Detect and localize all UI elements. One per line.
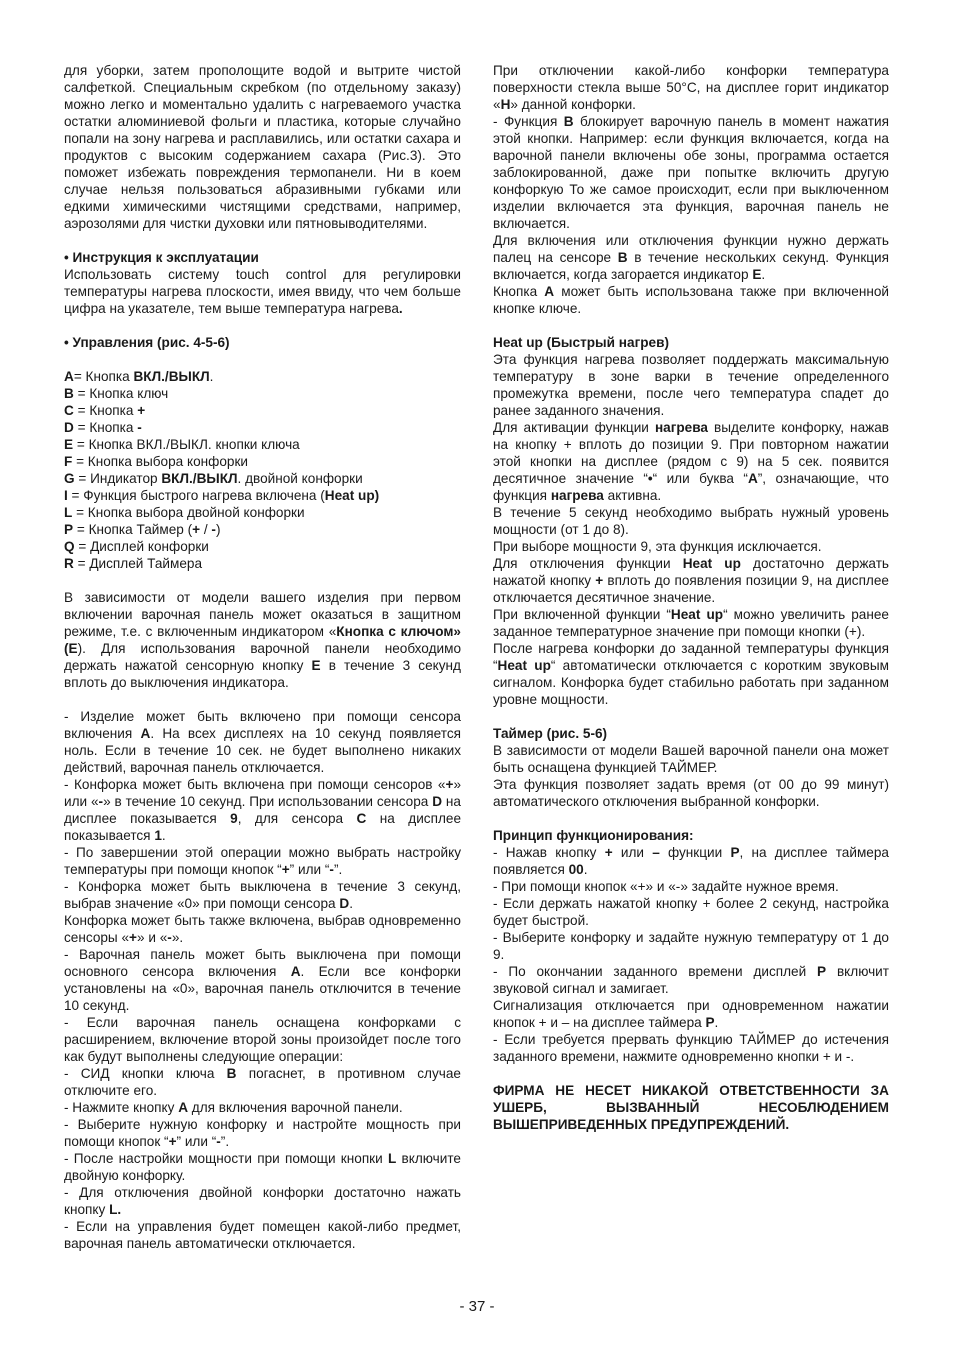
paragraph: D = Кнопка - [64, 420, 142, 435]
paragraph: C = Кнопка + [64, 403, 146, 418]
paragraph: - Если варочная панель оснащена конфорками с расширением, включение второй зоны произойдет после того как будут выполнены следующие операции: [64, 1015, 461, 1064]
paragraph: Использовать систему touch control для регулировки температуры нагрева плоскости, имея ввиду, что чем больше цифра на указателе, тем выше температура нагрева. [64, 267, 461, 316]
paragraph [493, 708, 889, 725]
paragraph [493, 1065, 889, 1082]
paragraph: Для активации функции нагрева выделите конфорку, нажав на кнопку + вплоть до позиции 9. При повторном нажатии этой кнопки на дисплее (рядом с 9) на 5 сек. появится десятичное значение “•“ или буква “A”, означающие, что функция нагрева активна. [493, 420, 889, 503]
paragraph: E = Кнопка ВКЛ./ВЫКЛ. кнопки ключа [64, 437, 300, 452]
paragraph: Таймер (рис. 5-6) [493, 726, 608, 741]
paragraph: - Если требуется прервать функцию ТАЙМЕР до истечения заданного времени, нажмите одновременно кнопки + и -. [493, 1032, 889, 1064]
paragraph: - Для отключения двойной конфорки достаточно нажать кнопку L. [64, 1185, 461, 1217]
paragraph: - После настройки мощности при помощи кнопки L включите двойную конфорку. [64, 1151, 461, 1183]
paragraph: - По завершении этой операции можно выбрать настройку температуры при помощи кнопок “+” или “-”. [64, 845, 461, 877]
paragraph: A= Кнопка ВКЛ./ВЫКЛ. [64, 369, 214, 384]
paragraph: - Функция B блокирует варочную панель в момент нажатия этой кнопки. Например: если функция включается, когда на варочной панели включены обе зоны, программа остается заблокированной, даже при попытке включить другую конфоркую То же самое происходит, если при выключенном изделии включается эта функция, варочная панель не включается. [493, 114, 889, 231]
paragraph [64, 691, 461, 708]
paragraph [64, 232, 461, 249]
paragraph: В зависимости от модели вашего изделия при первом включении варочная панель может оказаться в защитном режиме, т.е. с включенным индикатором «Кнопка с ключом» (E). Для использования варочной панели необходимо держать нажатой сенсорную кнопку E в течение 3 секунд вплоть до выключения индикатора. [64, 590, 461, 690]
paragraph: Эта функция позволяет задать время (от 00 до 99 минут) автоматического отключения выбранной конфорки. [493, 777, 889, 809]
paragraph: При выборе мощности 9, эта функция исключается. [493, 539, 822, 554]
paragraph [493, 810, 889, 827]
paragraph: R = Дисплей Таймера [64, 556, 203, 571]
paragraph: • Инструкция к эксплуатации [64, 250, 259, 265]
paragraph [493, 317, 889, 334]
paragraph: для уборки, затем прополощите водой и вытрите чистой салфеткой. Специальным скребком (по отдельному заказу) можно легко и моментально удалить с нагреваемого участка остатки алюминиевой фольги и пластика, которые случайно попали на зону нагрева и расплавились, или остатки сахара и продуктов с высоким содержанием сахара (Рис.3). Это поможет избежать повреждения термопанели. Ни в коем случае нельзя пользоваться абразивными губками или едкими химическими чистящими средствами, например, аэрозолями для чистки духовки или пятновыводителями. [64, 63, 461, 231]
paragraph: При включенной функции “Heat up“ можно увеличить ранее заданное температурное значение при помощи кнопки (+). [493, 607, 889, 639]
paragraph: • Управления (рис. 4-5-6) [64, 335, 230, 350]
paragraph: I = Функция быстрого нагрева включена (Heat up) [64, 488, 380, 503]
paragraph: - При помощи кнопок «+» и «-» задайте нужное время. [493, 879, 839, 894]
paragraph: P = Кнопка Таймер (+ / -) [64, 522, 221, 537]
paragraph: - Варочная панель может быть выключена при помощи основного сенсора включения A. Если все конфорки установлены на «0», варочная панель отключится в течение 10 секунд. [64, 947, 461, 1013]
paragraph: ФИРМА НЕ НЕСЕТ НИКАКОЙ ОТВЕТСТВЕННОСТИ ЗА УШЕРБ, ВЫЗВАННЫЙ НЕСОБЛЮДЕНИЕМ ВЫШЕПРИВЕДЕННЫХ ПРЕДУПРЕЖДЕНИЙ. [493, 1083, 889, 1132]
paragraph: - Если на управления будет помещен какой-либо предмет, варочная панель автоматически отключается. [64, 1219, 461, 1251]
paragraph: L = Кнопка выбора двойной конфорки [64, 505, 305, 520]
left-column [64, 62, 461, 1252]
paragraph: При отключении какой-либо конфорки температура поверхности стекла выше 50°C, на дисплее горит индикатор «H» данной конфорки. [493, 63, 889, 112]
right-column [493, 62, 889, 1133]
paragraph: Принцип функционирования: [493, 828, 694, 843]
paragraph: - Изделие может быть включено при помощи сенсора включения A. На всех дисплеях на 10 секунд появляется ноль. Если в течение 10 сек. не будет выполнено никаких действий, варочная панель отключается. [64, 709, 461, 775]
paragraph: Для отключения функции Heat up достаточно держать нажатой кнопку + вплоть до появления позиции 9, на дисплее отключается десятичное значение. [493, 556, 889, 605]
paragraph: G = Индикатор ВКЛ./ВЫКЛ. двойной конфорки [64, 471, 363, 486]
paragraph: После нагрева конфорки до заданной температуры функция “Heat up“ автоматически отключается с коротким звуковым сигналом. Конфорка будет стабильно работать при заданном уровне мощности. [493, 641, 889, 707]
paragraph: Q = Дисплей конфорки [64, 539, 209, 554]
paragraph: - Выберите нужную конфорку и настройте мощность при помощи кнопок “+” или “-”. [64, 1117, 461, 1149]
paragraph [64, 351, 461, 368]
paragraph: Кнопка A может быть использована также при включенной кнопке ключе. [493, 284, 889, 316]
paragraph: - Выберите конфорку и задайте нужную температуру от 1 до 9. [493, 930, 889, 962]
paragraph: - По окончании заданного времени дисплей P включит звуковой сигнал и замигает. [493, 964, 889, 996]
paragraph: - СИД кнопки ключа B погаснет, в противном случае отключите его. [64, 1066, 461, 1098]
paragraph: - Если держать нажатой кнопку + более 2 секунд, настройка будет быстрой. [493, 896, 889, 928]
paragraph: - Нажмите кнопку A для включения варочной панели. [64, 1100, 403, 1115]
paragraph [64, 572, 461, 589]
paragraph: Сигнализация отключается при одновременном нажатии кнопок + и – на дисплее таймера P. [493, 998, 889, 1030]
paragraph: - Конфорка может быть выключена в течение 3 секунд, выбрав значение «0» при помощи сенсора D. [64, 879, 461, 911]
paragraph: В зависимости от модели Вашей варочной панели она может быть оснащена функцией ТАЙМЕР. [493, 743, 889, 775]
paragraph: В течение 5 секунд необходимо выбрать нужный уровень мощности (от 1 до 8). [493, 505, 889, 537]
page-number: - 37 - [459, 1298, 495, 1315]
paragraph: Heat up (Быстрый нагрев) [493, 335, 669, 350]
paragraph: - Нажав кнопку + или – функции P, на дисплее таймера появляется 00. [493, 845, 889, 877]
paragraph: Конфорка может быть также включена, выбрав одновременно сенсоры «+» и «-». [64, 913, 461, 945]
paragraph: B = Кнопка ключ [64, 386, 169, 401]
paragraph [64, 317, 461, 334]
paragraph: Эта функция нагрева позволяет поддержать максимальную температуру в зоне варки в течение определенного промежутка времени, после чего температура спадет до ранее заданного значения. [493, 352, 889, 418]
paragraph: - Конфорка может быть включена при помощи сенсоров «+» или «-» в течение 10 секунд. При использовании сенсора D на дисплее показывается 9, для сенсора C на дисплее показывается 1. [64, 777, 462, 843]
paragraph: F = Кнопка выбора конфорки [64, 454, 248, 469]
paragraph: Для включения или отключения функции нужно держать палец на сенсоре B в течение нескольких секунд. Функция включается, когда загорается индикатор E. [493, 233, 890, 282]
